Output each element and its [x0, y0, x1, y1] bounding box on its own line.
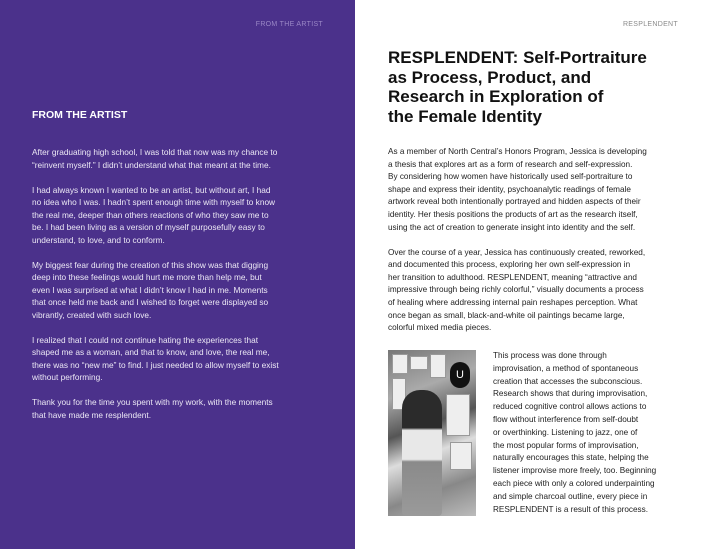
text-line: flow without interference from self-doubt — [493, 414, 639, 424]
text-line: and documented this process, exploring her own self-expression in — [388, 260, 631, 270]
poster-logo: U — [450, 362, 470, 388]
article-body — [388, 146, 703, 347]
text-line: or overthinking. Listening to jazz, one of — [493, 427, 638, 437]
paragraph — [388, 247, 703, 335]
text-line: understand, to love, and to conform. — [32, 234, 165, 245]
text-line: once began as small, black-and-white oil paintings became large, — [388, 310, 625, 320]
artist-statement — [32, 146, 342, 434]
text-line: no idea who I was. I hadn’t spent enough time with myself to know — [32, 197, 276, 207]
paragraph — [32, 396, 342, 421]
paragraph — [32, 184, 342, 247]
paragraph — [388, 146, 703, 234]
text-line: RESPLENDENT: Self-Portraiture — [388, 48, 647, 67]
text-line: colorful mixed media pieces. — [388, 323, 492, 333]
text-line: By considering how women have historically used self-portraiture to — [388, 172, 633, 182]
text-line: Research in Exploration of — [388, 87, 604, 106]
text-line: Thank you for the time you spent with my work, with the moments — [32, 397, 273, 407]
text-line: her transition to adulthood. RESPLENDENT, meaning “attractive and — [388, 272, 637, 282]
text-line: reduced cognitive control allows actions to — [493, 402, 647, 412]
text-line: of healing where addressing internal pain reshapes perception. What — [388, 298, 638, 308]
article-title — [388, 48, 647, 126]
text-line: as Process, Product, and — [388, 67, 592, 87]
text-line: “reinvent myself.” I didn’t understand what that meant at the time. — [32, 159, 271, 170]
text-line: I realized that I could not continue hating the experiences that — [32, 334, 259, 345]
section-title: FROM THE ARTIST — [32, 109, 128, 121]
text-line: be. I had been living as a version of myself purposefully easy to — [32, 222, 265, 232]
text-line: identity. Her thesis positions the products of art as the research itself, — [388, 209, 638, 219]
text-line: improvisation, a method of spontaneous — [493, 363, 639, 373]
text-line: My biggest fear during the creation of this show was that digging — [32, 259, 269, 270]
paragraph — [32, 146, 342, 171]
text-line: I had always known I wanted to be an artist, but without art, I had — [32, 184, 271, 195]
text-line: As a member of North Central’s Honors Program, Jessica is developing — [388, 147, 647, 156]
paragraph — [32, 259, 342, 322]
text-line: impressive through being richly colorful,” visually documents a process — [388, 285, 644, 295]
paragraph — [32, 334, 342, 384]
text-line: that have made me resplendent. — [32, 409, 151, 420]
text-line: creation that accesses the subconscious. — [493, 376, 643, 386]
text-line: After graduating high school, I was told that now was my chance to — [32, 147, 278, 157]
text-line: the Female Identity — [388, 106, 542, 126]
text-line: shape and express their identity, psychoanalytic readings of female — [388, 184, 631, 194]
text-line: naturally encourages this state, helping the — [493, 453, 649, 463]
text-line: that once held me back and I wished to forget were displayed so — [32, 297, 269, 307]
text-line: without performing. — [32, 372, 103, 382]
text-line: RESPLENDENT is a result of this process. — [493, 504, 649, 514]
text-line: a thesis that explores art as a form of research and self-expression. — [388, 159, 633, 169]
text-line: artwork reveal both intentionally portrayed and hidden aspects of their — [388, 197, 641, 207]
text-line: each piece with only a colored underpainting — [493, 478, 655, 488]
text-line: deep into these feelings would hurt me more than help me, but — [32, 272, 262, 282]
right-page — [355, 0, 710, 549]
text-line: the real me, deeper than others reactions of who they saw me to — [32, 209, 269, 220]
text-line: the most popular forms of improvisation, — [493, 440, 639, 450]
text-line: This process was done through — [493, 351, 607, 360]
text-line: and simple charcoal outline, every piece in — [493, 491, 648, 501]
text-line: there was no “new me” to find. I just needed to allow myself to exist — [32, 359, 279, 370]
text-line: vibrantly, created with such love. — [32, 309, 152, 320]
text-line: using the act of creation to generate insight into identity and the self. — [388, 222, 636, 232]
text-line: listener improvise more freely, too. Beginning — [493, 466, 657, 476]
text-line: Over the course of a year, Jessica has continuously created, reworked, — [388, 247, 646, 257]
artist-photo — [388, 350, 476, 516]
running-head-right: RESPLENDENT — [622, 21, 678, 28]
text-line: Research shows that during improvisation, — [493, 389, 648, 399]
text-line: even I was surprised at what I didn’t know I had in me. Moments — [32, 284, 268, 295]
text-line: shaped me as a woman, and that to know, and love, the real me, — [32, 347, 270, 357]
running-head-left: FROM THE ARTIST — [255, 21, 323, 28]
photo-side-text — [493, 350, 703, 516]
artist-figure — [402, 390, 442, 516]
